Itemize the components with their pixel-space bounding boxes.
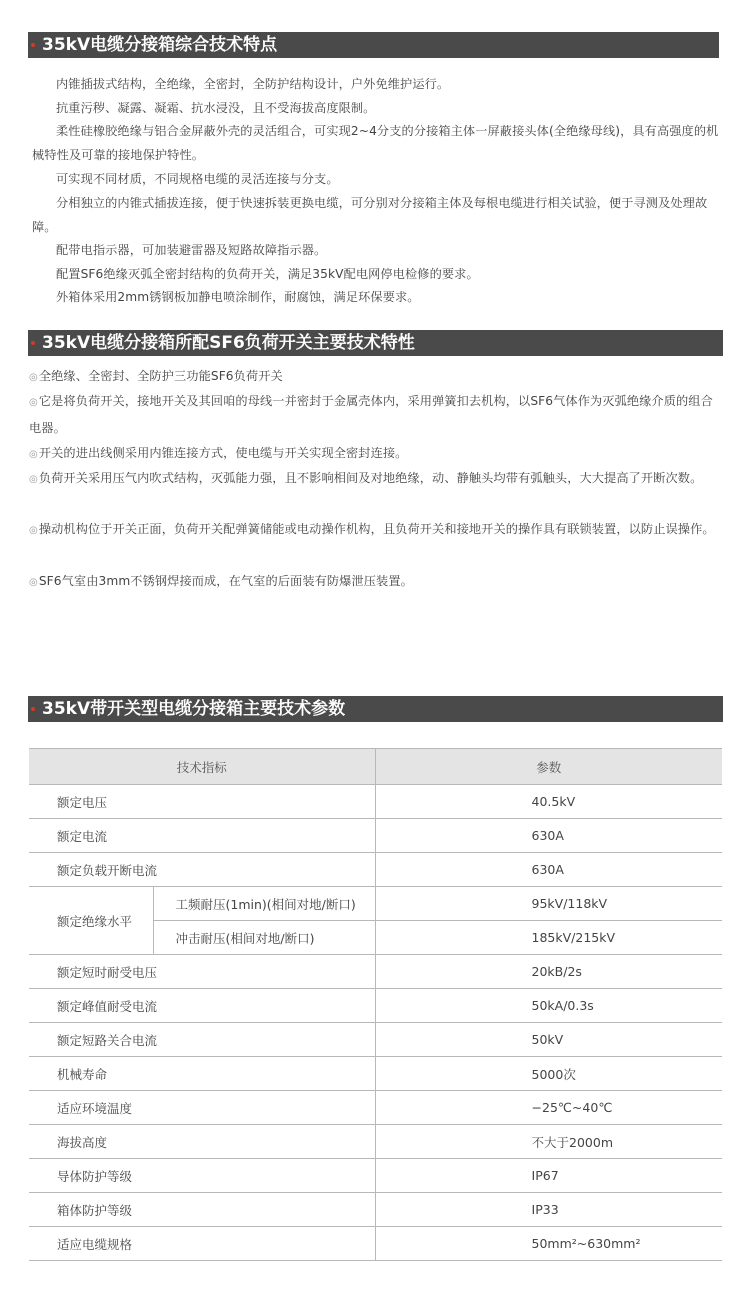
bullet-icon: ◎ <box>29 577 38 588</box>
section-title-switch-features <box>28 330 723 356</box>
table-row <box>29 819 722 853</box>
paragraph: 抗重污秽、凝露、凝霜、抗水浸没，且不受海拔高度限制。 <box>56 101 376 115</box>
row-label: 额定电流 <box>29 819 375 853</box>
parameters-table <box>29 749 722 1261</box>
paragraph: 可实现不同材质，不同规格电缆的灵活连接与分支。 <box>56 172 339 186</box>
row-label: 额定电压 <box>29 785 375 819</box>
table-header-row <box>29 749 722 785</box>
section-title-text: 35kV电缆分接箱综合技术特点 <box>42 35 278 55</box>
row-value: IP67 <box>375 1159 722 1193</box>
row-label: 导体防护等级 <box>29 1159 375 1193</box>
table-row <box>29 1091 722 1125</box>
row-value: 50mm²~630mm² <box>375 1227 722 1261</box>
row-label: 机械寿命 <box>29 1057 375 1091</box>
list-item: ◎开关的进出线侧采用内锥连接方式，使电缆与开关实现全密封连接。 <box>29 446 408 460</box>
row-value: 5000次 <box>375 1057 722 1091</box>
row-value: 50kA/0.3s <box>375 989 722 1023</box>
row-value: 50kV <box>375 1023 722 1057</box>
table-row <box>29 887 722 921</box>
list-item: ◎操动机构位于开关正面，负荷开关配弹簧储能或电动操作机构，且负荷开关和接地开关的操作具有联锁装置，以防止误操作。 <box>29 522 715 536</box>
list-item: ◎它是将负荷开关，接地开关及其回咱的母线一并密封于金属壳体内，采用弹簧扣去机构，以SF6气体作为灭弧绝缘介质的组合电器。 <box>29 394 713 435</box>
section-title-text: 35kV带开关型电缆分接箱主要技术参数 <box>42 699 346 719</box>
bullet-icon: ◎ <box>29 474 38 485</box>
section-title-overview <box>28 32 719 58</box>
row-label: 额定短路关合电流 <box>29 1023 375 1057</box>
bullet-icon: ◎ <box>29 397 38 408</box>
table-row <box>29 1057 722 1091</box>
list-item: ◎负荷开关采用压气内吹式结构，灭弧能力强，且不影响相间及对地绝缘，动、静触头均带有弧触头，大大提高了开断次数。 <box>29 471 703 485</box>
row-label: 额定负载开断电流 <box>29 853 375 887</box>
row-sub-label: 工频耐压(1min)(相间对地/断口) <box>153 887 375 921</box>
table-row <box>29 1227 722 1261</box>
row-value: 20kB/2s <box>375 955 722 989</box>
table-row <box>29 1125 722 1159</box>
table-row <box>29 785 722 819</box>
column-header-indicator: 技术指标 <box>29 749 375 785</box>
row-value: 95kV/118kV <box>375 887 722 921</box>
list-item: ◎全绝缘、全密封、全防护三功能SF6负荷开关 <box>29 369 283 383</box>
table-row <box>29 1159 722 1193</box>
paragraph: 配带电指示器，可加装避雷器及短路故障指示器。 <box>56 243 327 257</box>
list-item: ◎SF6气室由3mm不锈钢焊接而成，在气室的后面装有防爆泄压装置。 <box>29 574 413 588</box>
section-title-text: 35kV电缆分接箱所配SF6负荷开关主要技术特性 <box>42 333 415 353</box>
row-group-label: 额定绝缘水平 <box>29 887 153 955</box>
row-label: 额定峰值耐受电流 <box>29 989 375 1023</box>
row-value: IP33 <box>375 1193 722 1227</box>
paragraph: 内锥插拔式结构，全绝缘，全密封，全防护结构设计，户外免维护运行。 <box>56 77 450 91</box>
row-value: 630A <box>375 819 722 853</box>
paragraph: 柔性硅橡胶绝缘与铝合金屏蔽外壳的灵活组合，可实现2~4分支的分接箱主体一屏蔽接头体(全绝缘母线)，具有高强度的机械特性及可靠的接地保护特性。 <box>32 124 719 162</box>
row-label: 适应电缆规格 <box>29 1227 375 1261</box>
row-label: 适应环境温度 <box>29 1091 375 1125</box>
row-value: −25℃~40℃ <box>375 1091 722 1125</box>
table-row <box>29 989 722 1023</box>
bullet-icon: ◎ <box>29 372 38 383</box>
table-row <box>29 853 722 887</box>
row-value: 630A <box>375 853 722 887</box>
table-row <box>29 1193 722 1227</box>
row-label: 额定短时耐受电压 <box>29 955 375 989</box>
bullet-icon: ◎ <box>29 525 38 536</box>
table-row <box>29 955 722 989</box>
paragraph: 配置SF6绝缘灭弧全密封结构的负荷开关，满足35kV配电网停电检修的要求。 <box>56 267 479 281</box>
row-label: 海拔高度 <box>29 1125 375 1159</box>
bullet-icon: ◎ <box>29 449 38 460</box>
section-title-parameters <box>28 696 723 722</box>
paragraph: 外箱体采用2mm锈钢板加静电喷涂制作，耐腐蚀，满足环保要求。 <box>56 290 420 304</box>
row-label: 箱体防护等级 <box>29 1193 375 1227</box>
row-value: 40.5kV <box>375 785 722 819</box>
row-sub-label: 冲击耐压(相间对地/断口) <box>153 921 375 955</box>
column-header-value: 参数 <box>375 749 722 785</box>
row-value: 185kV/215kV <box>375 921 722 955</box>
table-row <box>29 1023 722 1057</box>
row-value: 不大于2000m <box>375 1125 722 1159</box>
paragraph: 分相独立的内锥式插拔连接，便于快速拆装更换电缆，可分别对分接箱主体及每根电缆进行相关试验，便于寻测及处理故障。 <box>32 196 708 234</box>
